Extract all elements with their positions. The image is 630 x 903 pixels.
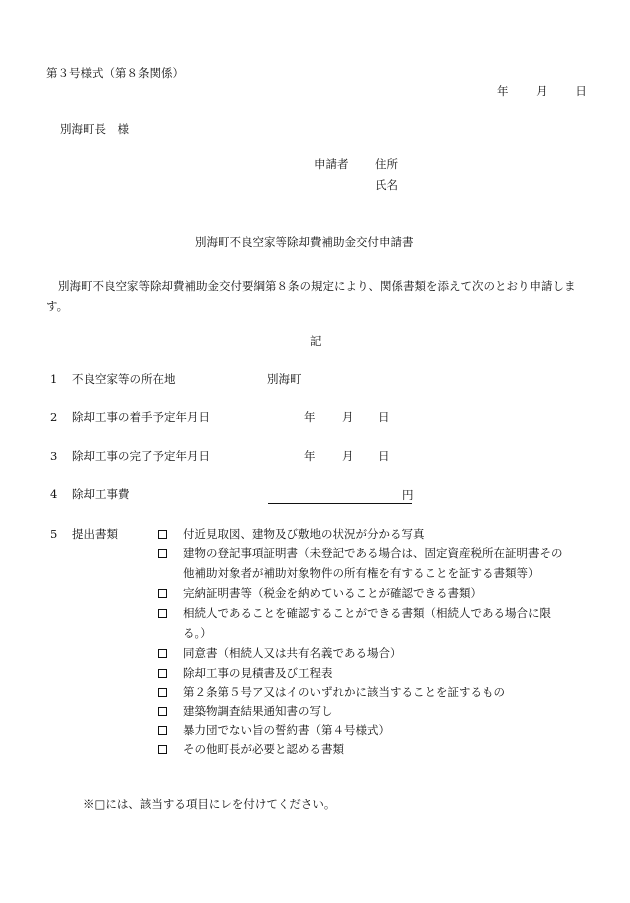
start-day: 日 xyxy=(378,410,390,424)
item-number: 3 xyxy=(50,449,58,463)
checkbox[interactable] xyxy=(158,707,167,716)
checkbox[interactable] xyxy=(158,745,167,754)
item-number: 5 xyxy=(50,527,58,541)
checkbox[interactable] xyxy=(158,726,167,735)
checkbox[interactable] xyxy=(158,609,167,618)
start-month: 月 xyxy=(342,410,354,424)
applicant-label: 申請者 xyxy=(314,157,349,171)
end-day: 日 xyxy=(378,449,390,463)
date-day: 日 xyxy=(575,84,587,98)
document-item: 第２条第５号ア又はイのいずれかに該当することを証するもの xyxy=(183,685,505,699)
item-label: 不良空家等の所在地 xyxy=(72,372,176,386)
item-label: 除却工事の着手予定年月日 xyxy=(72,410,210,424)
date-month: 月 xyxy=(536,84,548,98)
document-item: 同意書（相続人又は共有名義である場合） xyxy=(183,646,402,660)
checkbox[interactable] xyxy=(158,549,167,558)
document-title: 別海町不良空家等除却費補助金交付申請書 xyxy=(195,235,414,249)
document-item: 相続人であることを確認することができる書類（相続人である場合に限 xyxy=(183,606,551,620)
checkbox[interactable] xyxy=(158,589,167,598)
ki-marker: 記 xyxy=(310,334,322,348)
footnote: ※□には、該当する項目にレを付けてください。 xyxy=(83,797,336,811)
document-item: その他町長が必要と認める書類 xyxy=(183,742,344,756)
item-number: 4 xyxy=(50,487,58,501)
checkbox[interactable] xyxy=(158,669,167,678)
location-value: 別海町 xyxy=(267,372,302,386)
document-item: 建物の登記事項証明書（未登記である場合は、固定資産税所在証明書その xyxy=(183,546,563,560)
start-year: 年 xyxy=(304,410,316,424)
address-label: 住所 xyxy=(375,157,398,171)
document-item: 付近見取図、建物及び敷地の状況が分かる写真 xyxy=(183,527,425,541)
date-line xyxy=(497,86,587,98)
document-item-continued: る。） xyxy=(183,626,212,640)
item-label: 提出書類 xyxy=(72,527,118,541)
document-item: 建築物調査結果通知書の写し xyxy=(183,704,333,718)
item-label: 除却工事の完了予定年月日 xyxy=(72,449,210,463)
item-label: 除却工事費 xyxy=(72,487,130,501)
yen-unit: 円 xyxy=(402,488,414,502)
document-item: 完納証明書等（税金を納めていることが確認できる書類） xyxy=(183,586,482,600)
name-label: 氏名 xyxy=(375,178,398,192)
checkbox[interactable] xyxy=(158,530,167,539)
addressee: 別海町長 様 xyxy=(60,122,129,136)
form-number: 第３号様式（第８条関係） xyxy=(46,66,184,80)
date-year: 年 xyxy=(497,84,509,98)
document-item: 暴力団でない旨の誓約書（第４号様式） xyxy=(183,723,390,737)
cost-underline xyxy=(268,489,412,504)
checkbox[interactable] xyxy=(158,649,167,658)
end-month: 月 xyxy=(342,449,354,463)
item-number: 1 xyxy=(50,372,58,386)
document-item: 除却工事の見積書及び工程表 xyxy=(183,666,333,680)
body-text: 別海町不良空家等除却費補助金交付要綱第８条の規定により、関係書類を添えて次のとおり申請します。 xyxy=(46,279,576,313)
end-year: 年 xyxy=(304,449,316,463)
checkbox[interactable] xyxy=(158,688,167,697)
document-item-continued: 他補助対象者が補助対象物件の所有権を有することを証する書類等） xyxy=(183,566,540,580)
item-number: 2 xyxy=(50,410,58,424)
